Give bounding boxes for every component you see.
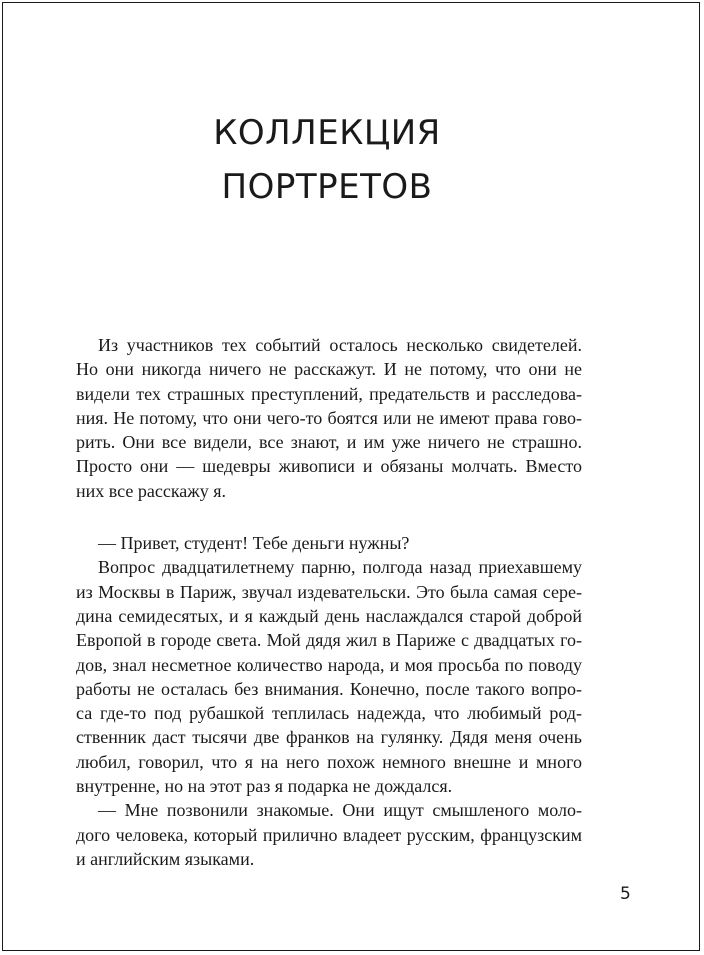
paragraph-intro <box>76 333 582 503</box>
text-line: любил, говорил, что я на него похож немного внешне и много <box>76 751 582 772</box>
paragraph-gap <box>76 503 582 527</box>
text-line: Из участников тех событий осталось несколько свидетелей. <box>98 335 582 355</box>
text-line: них все расскажу я. <box>76 480 227 501</box>
text-line: Но они никогда ничего не расскажут. И не потому, что они не <box>76 359 582 380</box>
text-line: са где-то под рубашкой теплилась надежда, что любимый род- <box>76 703 582 724</box>
text-line: дина семидесятых, и я каждый день наслаждался старой доброй <box>76 605 582 626</box>
text-line: из Москвы в Париж, звучал издевательски. Это была самая сере- <box>76 581 582 602</box>
text-line: работы не осталась без внимания. Конечно, после такого вопро- <box>76 678 582 699</box>
text-line: — Привет, студент! Тебе деньги нужны? <box>98 533 410 554</box>
page-number: 5 <box>620 884 631 904</box>
body-text <box>76 333 582 871</box>
paragraph-greeting <box>76 531 582 555</box>
chapter-title-line-2: ПОРТРЕТОВ <box>221 167 433 207</box>
text-line: дого человека, который прилично владеет русским, французским <box>76 824 582 845</box>
chapter-title <box>150 106 504 214</box>
text-line: внутренне, но на этот раз я подарка не дождался. <box>76 776 453 797</box>
text-line: видели тех страшных преступлений, предательств и расследова- <box>76 383 582 404</box>
text-line: Вопрос двадцатилетнему парню, полгода назад приехавшему <box>98 557 582 578</box>
text-line: рить. Они все видели, все знают, и им уже ничего не страшно. <box>76 432 582 453</box>
text-line: и английским языками. <box>76 848 255 869</box>
text-line: Европой в городе света. Мой дядя жил в Париже с двадцатых го- <box>76 630 582 651</box>
chapter-title-line-1: КОЛЛЕКЦИЯ <box>213 113 441 153</box>
paragraph-question <box>76 555 582 798</box>
text-line: Просто они — шедевры живописи и обязаны молчать. Вместо <box>76 456 582 477</box>
text-line: — Мне позвонили знакомые. Они ищут смышленого моло- <box>98 800 582 821</box>
text-line: ственник даст тысячи две франков на гулянку. Дядя меня очень <box>76 727 582 748</box>
text-line: ния. Не потому, что они чего-то боятся или не имеют права гово- <box>76 407 582 428</box>
text-line: дов, знал несметное количество народа, и моя просьба по поводу <box>76 654 582 675</box>
paragraph-call <box>76 798 582 871</box>
